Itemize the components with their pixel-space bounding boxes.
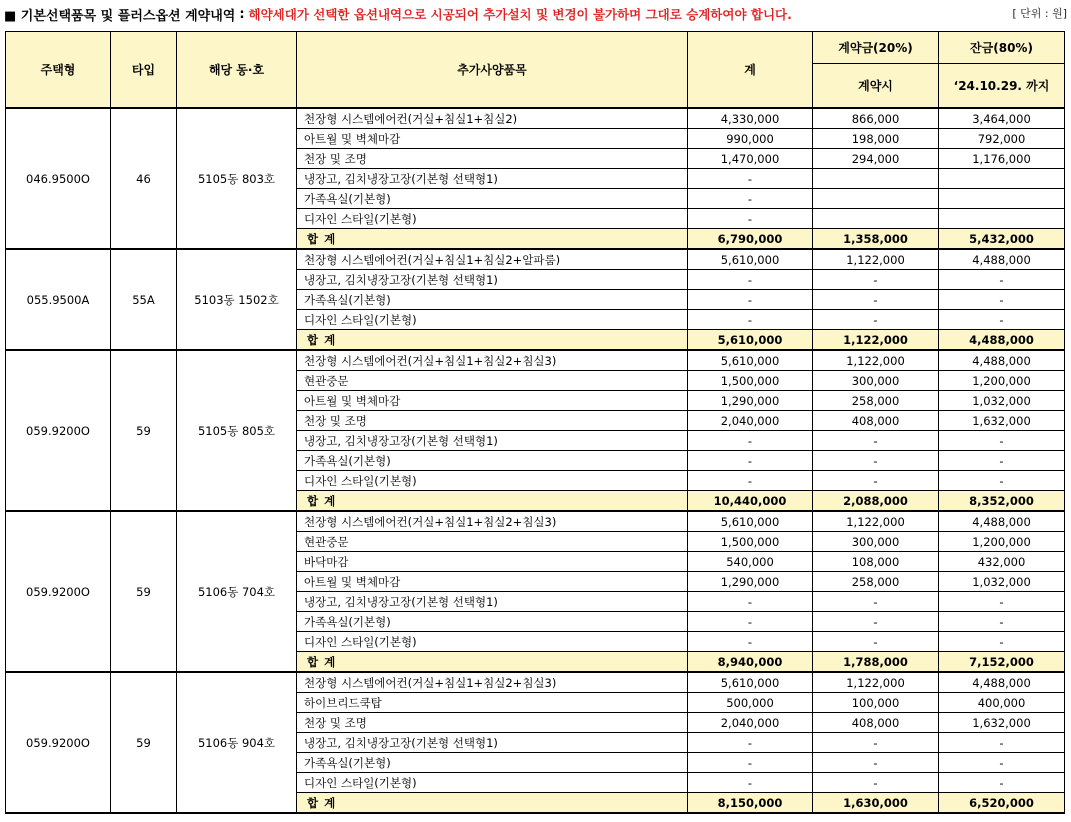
option-total: 540,000: [688, 552, 813, 572]
subtotal-deposit: 1,788,000: [813, 652, 939, 673]
contract-table: [5, 31, 1065, 814]
option-deposit: -: [813, 773, 939, 793]
header-balance-sub: ‘24.10.29. 까지: [939, 64, 1065, 109]
header-deposit-sub: 계약시: [813, 64, 939, 109]
option-deposit: 108,000: [813, 552, 939, 572]
option-total: 5,610,000: [688, 249, 813, 270]
header-deposit: 계약금(20%): [813, 32, 939, 64]
option-balance: 432,000: [939, 552, 1065, 572]
option-balance: 4,488,000: [939, 672, 1065, 693]
subtotal-balance: 7,152,000: [939, 652, 1065, 673]
option-deposit: 294,000: [813, 149, 939, 169]
option-total: -: [688, 431, 813, 451]
option-item-name: 바닥마감: [297, 552, 688, 572]
option-item-name: 현관중문: [297, 371, 688, 391]
subtotal-total: 6,790,000: [688, 229, 813, 250]
option-total: -: [688, 451, 813, 471]
option-deposit: 300,000: [813, 532, 939, 552]
option-deposit: -: [813, 632, 939, 652]
option-balance: 792,000: [939, 129, 1065, 149]
option-balance: -: [939, 431, 1065, 451]
option-deposit: -: [813, 471, 939, 491]
option-balance: -: [939, 270, 1065, 290]
housing-type-cell: 059.9200O: [6, 350, 111, 511]
type-cell: 55A: [111, 249, 177, 350]
table-row: [6, 108, 1065, 129]
option-total: -: [688, 753, 813, 773]
header-items: 추가사양품목: [297, 32, 688, 109]
option-deposit: 1,122,000: [813, 672, 939, 693]
option-balance: 1,032,000: [939, 391, 1065, 411]
option-total: -: [688, 270, 813, 290]
option-balance: -: [939, 612, 1065, 632]
subtotal-deposit: 1,122,000: [813, 330, 939, 351]
option-total: -: [688, 773, 813, 793]
option-balance: -: [939, 592, 1065, 612]
option-item-name: 냉장고, 김치냉장고장(기본형 선택형1): [297, 169, 688, 189]
option-deposit: 258,000: [813, 572, 939, 592]
unit-no-cell: 5105동 805호: [177, 350, 297, 511]
option-deposit: -: [813, 270, 939, 290]
option-total: 4,330,000: [688, 108, 813, 129]
option-item-name: 냉장고, 김치냉장고장(기본형 선택형1): [297, 733, 688, 753]
housing-type-cell: 055.9500A: [6, 249, 111, 350]
option-total: -: [688, 733, 813, 753]
option-deposit: [813, 189, 939, 209]
option-balance: -: [939, 471, 1065, 491]
option-balance: -: [939, 632, 1065, 652]
option-deposit: 300,000: [813, 371, 939, 391]
option-total: 5,610,000: [688, 672, 813, 693]
option-total: 1,500,000: [688, 371, 813, 391]
subtotal-balance: 6,520,000: [939, 793, 1065, 814]
option-item-name: 디자인 스타일(기본형): [297, 471, 688, 491]
option-balance: 1,200,000: [939, 371, 1065, 391]
option-balance: [939, 189, 1065, 209]
header-housing-type: 주택형: [6, 32, 111, 109]
option-item-name: 천장형 시스템에어컨(거실+침실1+침실2+알파룸): [297, 249, 688, 270]
option-deposit: [813, 169, 939, 189]
subtotal-deposit: 2,088,000: [813, 491, 939, 512]
option-item-name: 아트월 및 벽체마감: [297, 129, 688, 149]
option-item-name: 가족욕실(기본형): [297, 451, 688, 471]
subtotal-label: 합 계: [297, 330, 688, 351]
option-balance: 1,200,000: [939, 532, 1065, 552]
option-deposit: -: [813, 753, 939, 773]
unit-label: [ 단위 : 원]: [1012, 7, 1067, 20]
option-total: 1,290,000: [688, 391, 813, 411]
subtotal-balance: 5,432,000: [939, 229, 1065, 250]
option-balance: 1,032,000: [939, 572, 1065, 592]
option-item-name: 천장형 시스템에어컨(거실+침실1+침실2+침실3): [297, 672, 688, 693]
option-item-name: 하이브리드쿡탑: [297, 693, 688, 713]
option-deposit: -: [813, 733, 939, 753]
option-total: 1,290,000: [688, 572, 813, 592]
subtotal-deposit: 1,358,000: [813, 229, 939, 250]
type-cell: 59: [111, 672, 177, 813]
option-total: 990,000: [688, 129, 813, 149]
option-total: -: [688, 471, 813, 491]
option-total: -: [688, 632, 813, 652]
option-item-name: 디자인 스타일(기본형): [297, 773, 688, 793]
option-item-name: 냉장고, 김치냉장고장(기본형 선택형1): [297, 592, 688, 612]
option-balance: 1,176,000: [939, 149, 1065, 169]
option-item-name: 천장 및 조명: [297, 149, 688, 169]
option-item-name: 아트월 및 벽체마감: [297, 391, 688, 411]
option-deposit: 100,000: [813, 693, 939, 713]
unit-no-cell: 5105동 803호: [177, 108, 297, 249]
subtotal-label: 합 계: [297, 793, 688, 814]
option-total: -: [688, 189, 813, 209]
table-row: [6, 350, 1065, 371]
option-balance: -: [939, 451, 1065, 471]
option-total: 5,610,000: [688, 511, 813, 532]
type-cell: 59: [111, 350, 177, 511]
table-row: [6, 672, 1065, 693]
housing-type-cell: 059.9200O: [6, 672, 111, 813]
option-total: -: [688, 209, 813, 229]
option-item-name: 가족욕실(기본형): [297, 753, 688, 773]
title-separator: :: [239, 6, 245, 22]
subtotal-total: 10,440,000: [688, 491, 813, 512]
subtotal-deposit: 1,630,000: [813, 793, 939, 814]
table-header: [6, 32, 1065, 109]
table-row: [6, 249, 1065, 270]
header-type: 타입: [111, 32, 177, 109]
option-deposit: 1,122,000: [813, 511, 939, 532]
title-main: ■ 기본선택품목 및 플러스옵션 계약내역: [4, 8, 236, 24]
housing-type-cell: 059.9200O: [6, 511, 111, 672]
option-deposit: 1,122,000: [813, 350, 939, 371]
subtotal-balance: 8,352,000: [939, 491, 1065, 512]
option-balance: -: [939, 753, 1065, 773]
subtotal-total: 8,150,000: [688, 793, 813, 814]
title-warning-note: 해약세대가 선택한 옵션내역으로 시공되어 추가설치 및 변경이 불가하며 그대로 승계하여야 합니다.: [248, 7, 792, 22]
option-deposit: 258,000: [813, 391, 939, 411]
option-item-name: 가족욕실(기본형): [297, 612, 688, 632]
option-balance: 3,464,000: [939, 108, 1065, 129]
option-item-name: 가족욕실(기본형): [297, 189, 688, 209]
unit-no-cell: 5103동 1502호: [177, 249, 297, 350]
option-total: 500,000: [688, 693, 813, 713]
option-item-name: 디자인 스타일(기본형): [297, 209, 688, 229]
subtotal-label: 합 계: [297, 652, 688, 673]
unit-no-cell: 5106동 704호: [177, 511, 297, 672]
option-deposit: 408,000: [813, 713, 939, 733]
subtotal-label: 합 계: [297, 229, 688, 250]
option-deposit: -: [813, 592, 939, 612]
option-deposit: 198,000: [813, 129, 939, 149]
option-balance: 1,632,000: [939, 411, 1065, 431]
option-total: -: [688, 612, 813, 632]
table-body: [6, 108, 1065, 813]
option-balance: -: [939, 290, 1065, 310]
option-deposit: -: [813, 451, 939, 471]
subtotal-total: 8,940,000: [688, 652, 813, 673]
option-item-name: 천장 및 조명: [297, 713, 688, 733]
option-deposit: -: [813, 431, 939, 451]
option-item-name: 디자인 스타일(기본형): [297, 310, 688, 330]
option-total: 2,040,000: [688, 713, 813, 733]
header-unit-no: 해당 동·호: [177, 32, 297, 109]
option-total: 1,500,000: [688, 532, 813, 552]
type-cell: 46: [111, 108, 177, 249]
option-item-name: 천장형 시스템에어컨(거실+침실1+침실2+침실3): [297, 511, 688, 532]
header-total: 계: [688, 32, 813, 109]
option-balance: 400,000: [939, 693, 1065, 713]
option-item-name: 천장 및 조명: [297, 411, 688, 431]
option-total: -: [688, 592, 813, 612]
subtotal-label: 합 계: [297, 491, 688, 512]
unit-no-cell: 5106동 904호: [177, 672, 297, 813]
option-item-name: 가족욕실(기본형): [297, 290, 688, 310]
option-deposit: [813, 209, 939, 229]
option-balance: 4,488,000: [939, 511, 1065, 532]
housing-type-cell: 046.9500O: [6, 108, 111, 249]
option-deposit: -: [813, 310, 939, 330]
option-deposit: -: [813, 612, 939, 632]
option-item-name: 천장형 시스템에어컨(거실+침실1+침실2): [297, 108, 688, 129]
option-item-name: 천장형 시스템에어컨(거실+침실1+침실2+침실3): [297, 350, 688, 371]
option-total: 5,610,000: [688, 350, 813, 371]
option-item-name: 아트월 및 벽체마감: [297, 572, 688, 592]
option-item-name: 현관중문: [297, 532, 688, 552]
option-balance: -: [939, 310, 1065, 330]
option-balance: [939, 169, 1065, 189]
section-title: [4, 2, 1064, 26]
subtotal-total: 5,610,000: [688, 330, 813, 351]
option-total: -: [688, 310, 813, 330]
option-total: -: [688, 169, 813, 189]
type-cell: 59: [111, 511, 177, 672]
option-deposit: 1,122,000: [813, 249, 939, 270]
subtotal-balance: 4,488,000: [939, 330, 1065, 351]
option-total: -: [688, 290, 813, 310]
option-balance: 4,488,000: [939, 249, 1065, 270]
option-balance: 1,632,000: [939, 713, 1065, 733]
table-row: [6, 511, 1065, 532]
option-balance: -: [939, 733, 1065, 753]
option-item-name: 냉장고, 김치냉장고장(기본형 선택형1): [297, 431, 688, 451]
option-deposit: 866,000: [813, 108, 939, 129]
option-balance: -: [939, 773, 1065, 793]
option-item-name: 디자인 스타일(기본형): [297, 632, 688, 652]
option-total: 2,040,000: [688, 411, 813, 431]
option-total: 1,470,000: [688, 149, 813, 169]
header-balance: 잔금(80%): [939, 32, 1065, 64]
option-balance: 4,488,000: [939, 350, 1065, 371]
option-deposit: 408,000: [813, 411, 939, 431]
option-item-name: 냉장고, 김치냉장고장(기본형 선택형1): [297, 270, 688, 290]
option-deposit: -: [813, 290, 939, 310]
option-balance: [939, 209, 1065, 229]
